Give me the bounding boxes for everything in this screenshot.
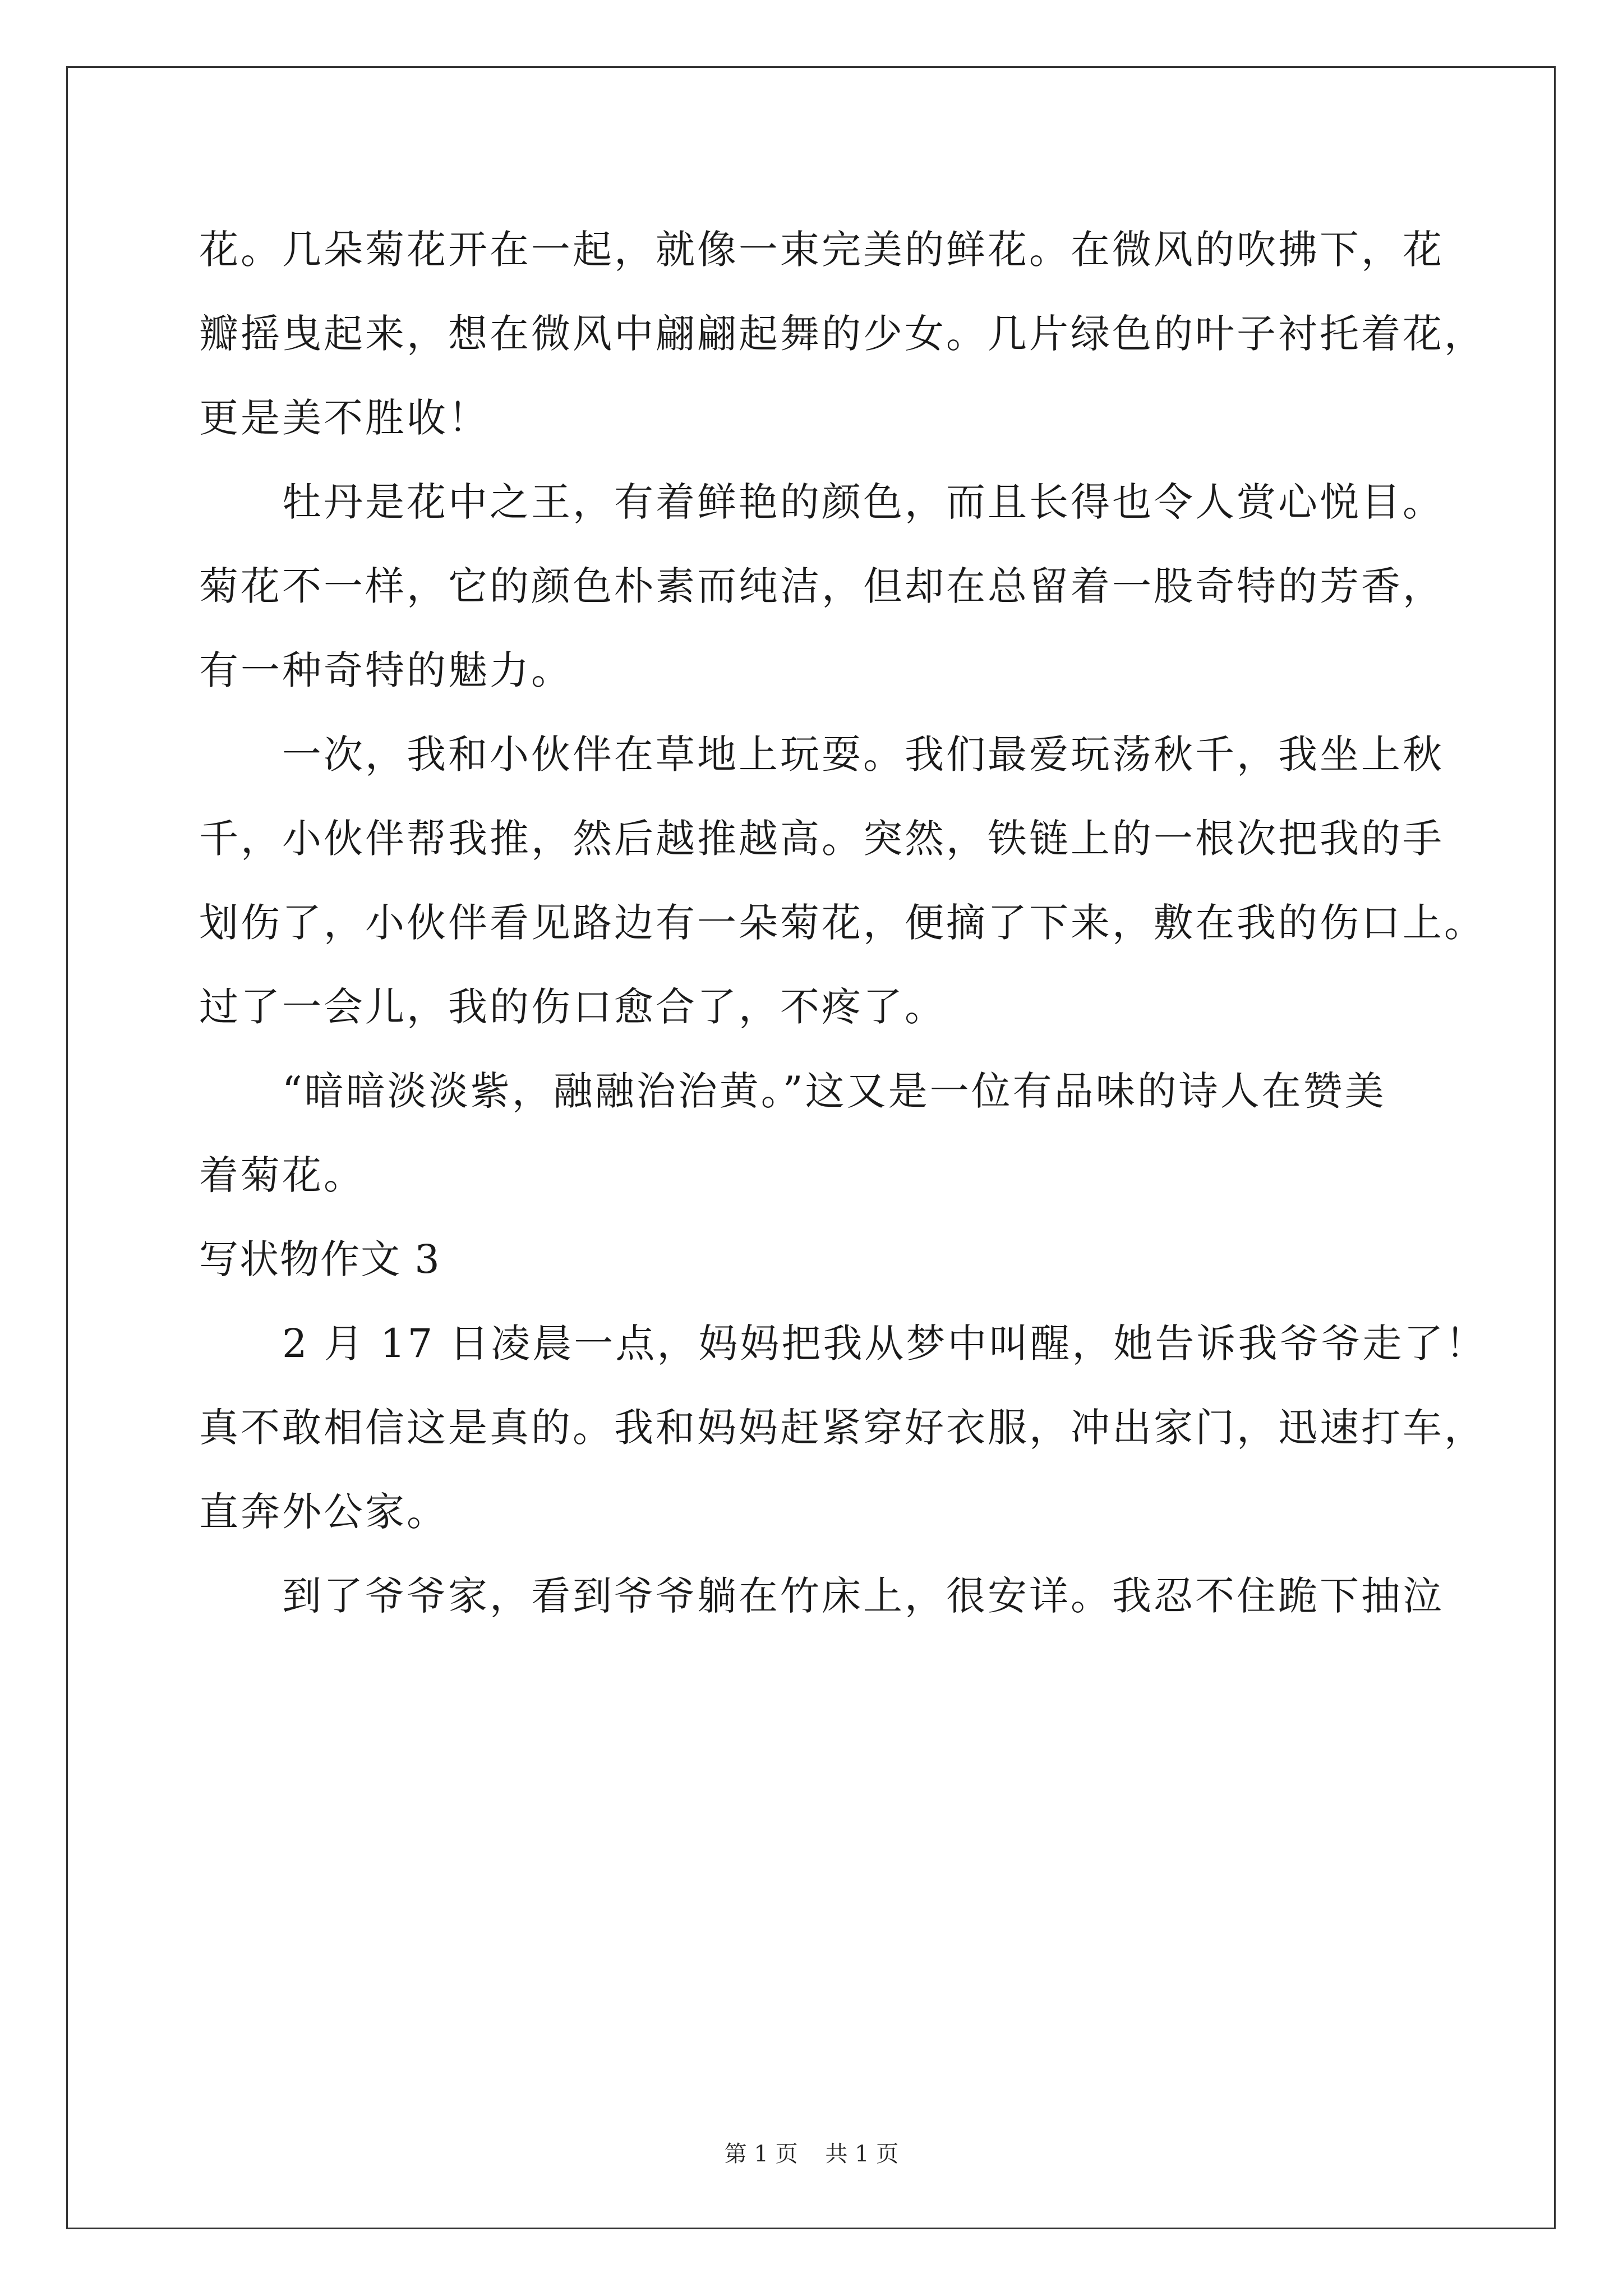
text-line: 过了一会儿，我的伤口愈合了，不疼了。	[199, 984, 946, 1030]
text-line: 有一种奇特的魅力。	[199, 647, 573, 693]
page-total: 共 1 页	[825, 2141, 899, 2167]
text-line: 瓣摇曳起来，想在微风中翩翩起舞的少女。几片绿色的叶子衬托着花，	[199, 311, 1486, 357]
text-line: 一次，我和小伙伴在草地上玩耍。我们最爱玩荡秋千，我坐上秋	[199, 731, 1444, 777]
text-line: “暗暗淡淡紫，融融治治黄。”这又是一位有品味的诗人在赞美	[199, 1068, 1386, 1114]
text-line: 更是美不胜收！	[199, 395, 490, 441]
text-line: 花。几朵菊花开在一起，就像一束完美的鲜花。在微风的吹拂下，花	[199, 227, 1444, 273]
text-line: 到了爷爷家，看到爷爷躺在竹床上，很安详。我忍不住跪下抽泣	[199, 1573, 1444, 1619]
text-line: 直奔外公家。	[199, 1489, 448, 1535]
page-number: 第 1 页	[724, 2141, 798, 2167]
section-heading: 写状物作文 3	[199, 1236, 441, 1282]
text-line: 真不敢相信这是真的。我和妈妈赶紧穿好衣服，冲出家门，迅速打车，	[199, 1405, 1486, 1451]
text-line: 千，小伙伴帮我推，然后越推越高。突然，铁链上的一根次把我的手	[199, 816, 1444, 862]
text-line: 牡丹是花中之王，有着鲜艳的颜色，而且长得也令人赏心悦目。	[199, 479, 1444, 525]
text-line: 2 月 17 日凌晨一点，妈妈把我从梦中叫醒，她告诉我爷爷走了！	[199, 1320, 1487, 1366]
text-line: 菊花不一样，它的颜色朴素而纯洁，但却在总留着一股奇特的芳香，	[199, 563, 1444, 609]
text-line: 着菊花。	[199, 1152, 365, 1198]
page-footer	[0, 2137, 1623, 2171]
text-line: 划伤了，小伙伴看见路边有一朵菊花，便摘了下来，敷在我的伤口上。	[199, 900, 1486, 946]
